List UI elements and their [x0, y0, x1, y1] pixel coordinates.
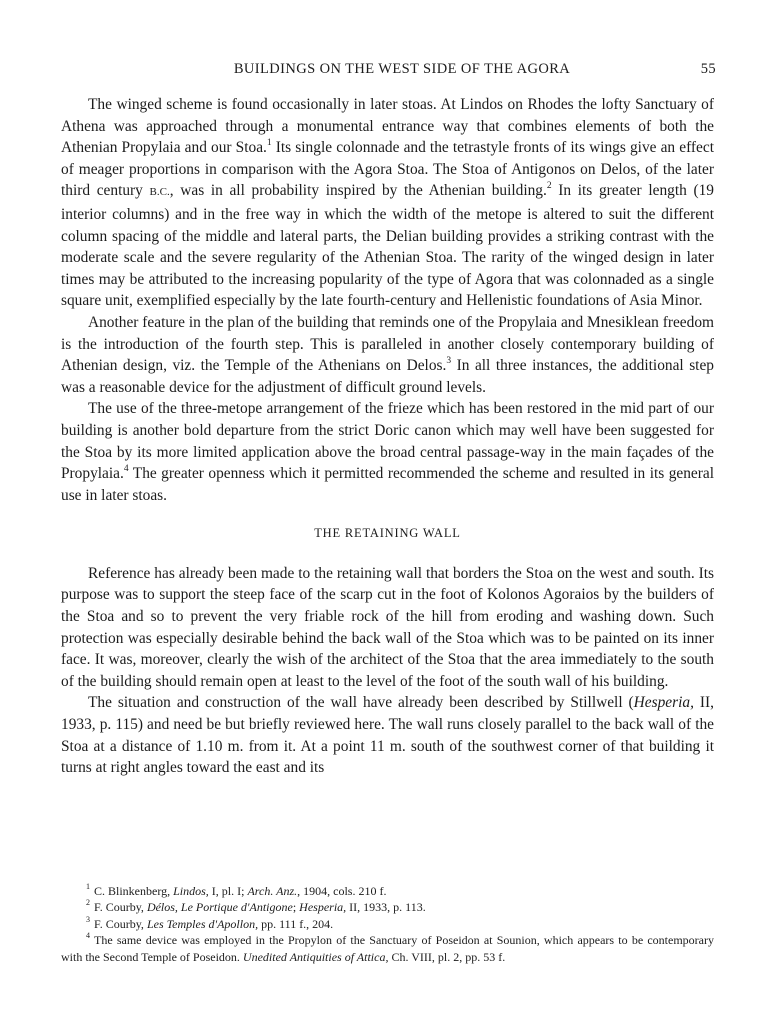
running-title: BUILDINGS ON THE WEST SIDE OF THE AGORA: [233, 61, 571, 77]
text-run: Its single colonnade and the tetrastyle fronts of its wings give an effect of meager proportions in comparison with the Agora Stoa. The Stoa of Antigonos on Delos, of the later third century: [61, 139, 715, 200]
paragraph-fourth-step: [61, 312, 714, 398]
body-text: [61, 94, 714, 779]
footnote-2: [61, 899, 714, 915]
text-run: ;: [292, 900, 300, 915]
text-run: The use of the three-metope arrangement of the frieze which has been restored in the mid part of our building is another bold departure from the strict Doric canon which may well have been suggested for the Stoa by its more limited application above the broad central passage-way in the main façades of the Propylaia.: [61, 400, 714, 483]
text-run: II, 1933, p. 113.: [346, 900, 426, 915]
footnote-ref-3: 3: [446, 356, 452, 366]
text-run: I, pl. I;: [208, 884, 248, 898]
text-run: , was in all probability inspired by the Athenian building.: [169, 182, 547, 200]
page-header: [88, 61, 716, 81]
journal-title: Hesperia,: [633, 694, 694, 712]
footnote-marker: 1: [86, 882, 90, 891]
era-abbreviation: B.C.: [149, 186, 170, 199]
text-run: The situation and construction of the wall have already been described by Stillwell (: [88, 694, 634, 712]
text-run: Another feature in the plan of the building that reminds one of the Propylaia and Mnesiklean freedom is the introduction of the fourth step. This is paralleled in another closely contemporary building of Athenian design, viz. the Temple of the Athenians on Delos.: [61, 313, 714, 375]
work-title: Lindos,: [173, 884, 209, 898]
paragraph-retaining-wall: Reference has already been made to the retaining wall that borders the Stoa on the west and south. Its purpose was to support the steep face of the scarp cut in the foot of Kolonos Agoraios by the builders of the Stoa and so to prevent the very friable rock of the hill from eroding and washing down. Such protection was especially desirable behind the back wall of the Stoa which was to be painted on its inner face. It was, moreover, clearly the wish of the architect of the Stoa that the area immediately to the south of the building should remain open at least to the level of the foot of the south wall of his building.: [61, 564, 714, 690]
section-heading: THE RETAINING WALL: [314, 526, 461, 541]
footnote-ref-2: 2: [546, 181, 552, 192]
footnote-ref-1: 1: [266, 138, 272, 149]
text-run: II, 1933, p. 115) and need be but briefly reviewed here. The wall runs closely parallel to the back wall of the Stoa at a distance of 1.10 m. from it. At a point 11 m. south of the southwest corner of that building it turns at right angles toward the east and its: [61, 694, 714, 777]
text-run: In all three instances, the additional step was a reasonable device for the adjustment of difficult ground levels.: [61, 357, 714, 396]
text-run: , 1904, cols. 210 f.: [297, 884, 387, 898]
footnote-ref-4: 4: [123, 463, 129, 474]
text-run: C. Blinkenberg,: [94, 884, 174, 898]
footnote-marker: 2: [86, 898, 90, 908]
work-title: Les Temples d'Apollon,: [146, 916, 259, 931]
paragraph-situation: [61, 692, 714, 778]
paragraph-three-metope: [61, 398, 714, 506]
footnotes: [61, 883, 714, 965]
footnote-marker: 4: [86, 931, 90, 941]
text-run: In its greater length (19 interior columns) and in the free way in which the width of the metope is altered to suit the different column spacing of the middle and lateral parts, the Delian building provides a striking contrast with the moderate scale and the severe regularity of the Athenian Stoa. The rarity of the winged design in later times may be attributed to the increasing popularity of the type of Agora that was colonnaded as a single square unit, exemplified especially by the late fourth-century and Hellenistic foundations of Asia Minor.: [61, 182, 714, 310]
journal-title: Hesperia,: [299, 900, 347, 915]
text-run: pp. 111 f., 204.: [258, 916, 334, 931]
work-title: Unedited Antiquities of Attica,: [242, 949, 389, 964]
paragraph-winged-scheme: [61, 94, 714, 312]
text-run: F. Courby,: [94, 916, 147, 931]
footnote-1: [61, 883, 714, 899]
text-run: The winged scheme is found occasionally in later stoas. At Lindos on Rhodes the lofty Sanctuary of Athena was approached through a monumental entrance way that combines elements of both the Athenian Propylaia and our Stoa.: [61, 96, 714, 157]
footnote-3: [61, 916, 714, 932]
page-number: 55: [700, 61, 716, 77]
text-run: Ch. VIII, pl. 2, pp. 53 f.: [388, 949, 506, 964]
footnote-marker: 3: [86, 914, 90, 924]
text-run: The same device was employed in the Propylon of the Sanctuary of Poseidon at Sounion, which appears to be contemporary with the Second Temple of Poseidon.: [61, 933, 714, 964]
text-run: The greater openness which it permitted recommended the scheme and resulted in its general use in later stoas.: [61, 465, 714, 504]
journal-title: Arch. Anz.: [247, 884, 298, 898]
work-title: Délos, Le Portique d'Antigone: [146, 900, 293, 915]
text-run: F. Courby,: [94, 900, 147, 915]
footnote-4: [61, 932, 714, 965]
